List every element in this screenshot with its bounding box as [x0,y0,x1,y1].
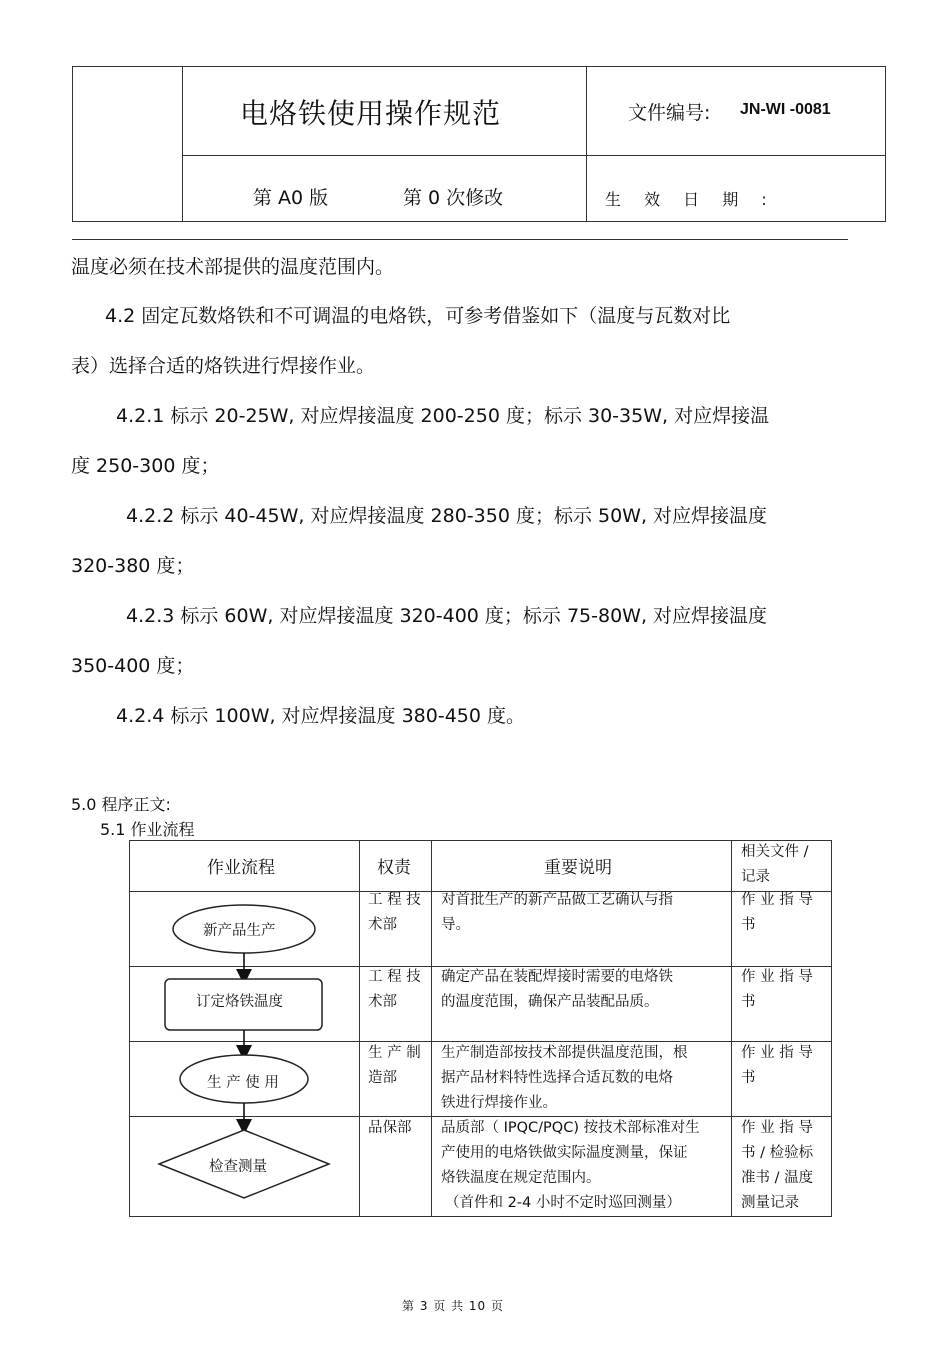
row3-description: 生产制造部按技术部提供温度范围，根 [441,1045,688,1061]
paragraph-4-2-cont: 表）选择合适的烙铁进行焊接作业。 [71,355,376,377]
row4-description: 品质部（ IPQC/PQC) 按技术部标准对生 [441,1120,700,1136]
shape-label-set-temperature: 订定烙铁温度 [196,994,283,1010]
row4-description-cont: 烙铁温度在规定范围内。 [441,1170,601,1186]
paragraph-4-2-3: 4.2.3 标示 60W, 对应焊接温度 320-400 度；标示 75-80W, 对应焊接温度 [126,605,768,627]
version-label: 第 A0 版 [253,187,329,209]
shape-label-inspect: 检查测量 [209,1159,267,1175]
paragraph-4-2-3-cont: 350-400 度； [71,655,195,677]
row2-responsibility: 工 程 技 [368,969,421,985]
revision-label: 第 0 次修改 [403,187,504,209]
row1-description-cont: 导。 [441,917,470,933]
document-title: 电烙铁使用操作规范 [240,97,502,130]
row2-responsibility-cont: 术部 [368,994,397,1010]
row2-description: 确定产品在装配焊接时需要的电烙铁 [441,969,673,985]
header-description: 重要说明 [544,858,612,878]
row4-documents-cont: 书 / 检验标 [741,1145,814,1161]
effective-date-label: 生 效 日 期 : [605,190,776,209]
section-5-1-heading: 5.1 作业流程 [100,820,195,839]
section-5-0-heading: 5.0 程序正文: [71,795,171,814]
row3-documents: 作 业 指 导 [741,1045,813,1061]
row4-documents-cont: 测量记录 [741,1195,799,1211]
header-documents-cont: 记录 [741,869,770,885]
row2-description-cont: 的温度范围，确保产品装配品质。 [441,994,659,1010]
row1-documents: 作 业 指 导 [741,892,813,908]
row1-description: 对首批生产的新产品做工艺确认与指 [441,892,673,908]
paragraph-4-2-1-cont: 度 250-300 度； [71,455,220,477]
header-responsibility: 权责 [377,858,411,878]
row4-documents-cont: 准书 / 温度 [741,1170,814,1186]
header-flow: 作业流程 [207,858,275,878]
page-number: 第 3 页 共 10 页 [402,1299,504,1313]
row3-description-cont: 铁进行焊接作业。 [441,1095,557,1111]
row4-description-cont: 产使用的电烙铁做实际温度测量，保证 [441,1145,688,1161]
paragraph-4-2: 4.2 固定瓦数烙铁和不可调温的电烙铁，可参考借鉴如下（温度与瓦数对比 [105,305,731,327]
row3-responsibility-cont: 造部 [368,1070,397,1086]
doc-number-label: 文件编号: [628,102,711,124]
doc-number: JN-WI -0081 [740,101,831,118]
row4-documents: 作 业 指 导 [741,1120,813,1136]
paragraph-4-2-2-cont: 320-380 度； [71,555,195,577]
shape-label-production-use: 生 产 使 用 [207,1075,279,1091]
row1-documents-cont: 书 [741,917,756,933]
row1-responsibility: 工 程 技 [368,892,421,908]
row3-description-cont: 据产品材料特性选择合适瓦数的电烙 [441,1070,673,1086]
row1-responsibility-cont: 术部 [368,917,397,933]
row4-responsibility: 品保部 [368,1120,412,1136]
shape-label-new-product: 新产品生产 [203,923,276,939]
row4-description-note: （首件和 2-4 小时不定时巡回测量） [445,1195,681,1211]
row2-documents-cont: 书 [741,994,756,1010]
row2-documents: 作 业 指 导 [741,969,813,985]
body-line: 温度必须在技术部提供的温度范围内。 [71,256,395,278]
header-documents: 相关文件 / [741,844,809,860]
paragraph-4-2-1: 4.2.1 标示 20-25W, 对应焊接温度 200-250 度；标示 30-35W, 对应焊接温 [116,405,770,427]
row3-documents-cont: 书 [741,1070,756,1086]
paragraph-4-2-4: 4.2.4 标示 100W, 对应焊接温度 380-450 度。 [116,705,526,727]
row3-responsibility: 生 产 制 [368,1045,421,1061]
paragraph-4-2-2: 4.2.2 标示 40-45W, 对应焊接温度 280-350 度；标示 50W, 对应焊接温度 [126,505,768,527]
